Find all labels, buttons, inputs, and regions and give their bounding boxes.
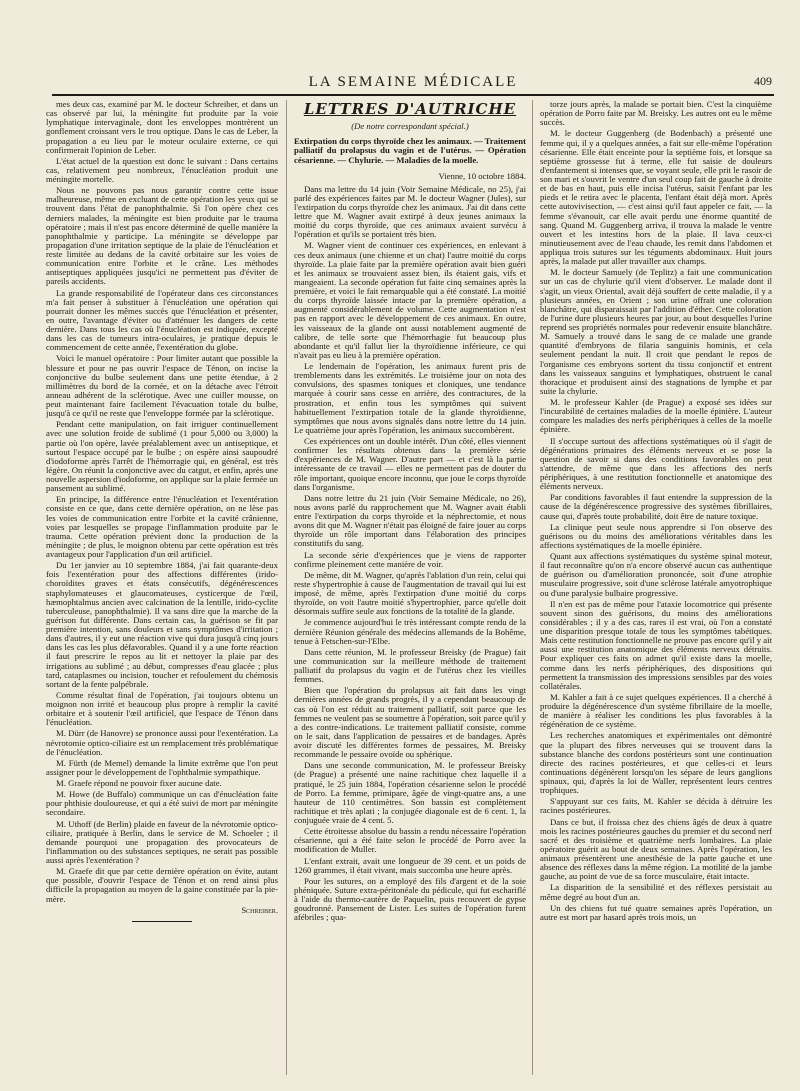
paragraph: Cette étroitesse absolue du bassin a rendu nécessaire l'opération césarienne, qui a été faite selon le procédé de Porro avec la modification de Muller. <box>294 826 526 855</box>
paragraph: La disparition de la sensibilité et des réflexes persistait au même degré au bout d'un an. <box>540 882 772 902</box>
section-title: LETTRES D'AUTRICHE <box>303 100 517 118</box>
column-middle <box>294 100 526 1075</box>
paragraph: Par conditions favorables il faut entendre la suppression de la cause de la dégénérescence progressive des systèmes fibrillaires, cause qui, d'après toute probabilité, doit être de nature toxique. <box>540 492 772 521</box>
signature: Schreiber. <box>241 904 278 915</box>
paragraph: Les recherches anatomiques et expérimentales ont démontré que la plupart des fibres nerveuses qui se trouvent dans la substance blanche des cordons postérieurs sont une continuation directe des racines postérieures, et que celles-ci et leurs continuations dégénèrent lorsqu'on les sépare de leurs ganglions spinaux, qui, d'après la loi de Waller, représentent leurs centres trophiques. <box>540 730 772 796</box>
section-summary: Extirpation du corps thyroïde chez les animaux. — Traitement palliatif du prolapsus du vagin et de l'utérus. — Opération césarienne. — Chylurie. — Maladies de la moelle. <box>294 135 526 165</box>
paragraph: M. Fürth (de Memel) demande la limite extrême que l'on peut assigner pour le développement de l'ophthalmie sympathique. <box>46 757 278 777</box>
paragraph: De même, dit M. Wagner, qu'après l'ablation d'un rein, celui qui reste s'hypertrophie à cause de l'augmentation de travail qui lui est imposé, de même, après l'extirpation d'une moitié du corps thyroïde, on voit l'autre moitié s'hypertrophier, parce qu'elle doit désormais suffire seule aux fonctions de la totalité de la glande. <box>294 569 526 617</box>
paragraph: Quant aux affections systématiques du système spinal moteur, il faut reconnaître qu'on n'a encore observé aucun cas authentique de guérison ou d'amélioration prononcée, soit d'une atrophie musculaire progressive, soit d'une sclérose latérale amyotrophique ou d'une paralysie bulbaire progressive. <box>540 551 772 598</box>
column-divider <box>286 100 287 1075</box>
paragraph: M. le professeur Kahler (de Prague) a exposé ses idées sur l'incurabilité de certaines maladies de la moelle épinière. L'auteur compare les maladies des nerfs périphériques à celles de la moelle épinière. <box>540 397 772 435</box>
paragraph: mes deux cas, examiné par M. le docteur Schreiber, et dans un cas observé par lui, la méningite fut produite par la voie lymphatique intervaginale, dont les enveloppes montrèrent un gonflement croissant vers le trou optique. Dans le cas de Leber, la propagation a eu lieu par le moteur oculaire externe, ce qui confirmerait l'opinion de Leber. <box>46 100 278 155</box>
end-rule <box>132 921 192 922</box>
column-left <box>46 100 278 1075</box>
paragraph: M. Uthoff (de Berlin) plaide en faveur de la névrotomie optico-ciliaire, pratiquée à Berlin, dans le service de M. Schoeler ; il demande pourquoi une propagation des provocateurs de l'inflammation ou des substances septiques, ne serait pas possible aussi après l'exentération ? <box>46 818 278 865</box>
column-middle-body <box>294 185 526 923</box>
column-right <box>540 100 772 1075</box>
paragraph: Comme résultat final de l'opération, j'ai toujours obtenu un moignon non irrité et beaucoup plus propre à remplir la cavité orbitaire et à soutenir l'œil artificiel, que l'espace de Ténon dans l'énucléation. <box>46 689 278 728</box>
page-header <box>52 72 774 96</box>
paragraph: M. Howe (de Buffalo) communique un cas d'énucléation faite pour phthisie douloureuse, et qui a été suivi de mort par méningite secondaire. <box>46 789 278 818</box>
paragraph: Il s'occupe surtout des affections systématiques où il s'agit de dégénérations primaires des éléments nerveux et se pose la question de savoir si dans des conditions favorables on peut s'attendre, de même que dans les affections des nerfs périphériques, à une restitution fonctionnelle et anatomique des éléments nerveux. <box>540 435 772 492</box>
paragraph: M. Wagner vient de continuer ces expériences, en enlevant à ces deux animaux (une chienne et un chat) l'autre moitié du corps thyroïde. La plaie faite par la première opération avait bien guéri et les animaux se trouvaient assez bien, ils étaient gais, vifs et mangeaient. La seconde opération fut faite cinq semaines après la première, et voici le fait remarquable qui a été constaté. La moitié du corps thyroïde laissée intacte par la première opération, a augmenté considérablement de volume. Cette augmentation n'est pas en rapport avec le développement de ces animaux. En outre, les vaisseaux de la glande ont aussi notablement augmenté de calibre, de telle sorte que l'hémorrhagie fut beaucoup plus abondante et qu'il fallut lier la thyroïdienne inférieure, ce qui n'avait pas eu lieu à la première opération. <box>294 240 526 360</box>
paragraph: M. Graefe dit que par cette dernière opération on évite, autant que possible, d'ouvrir l'espace de Ténon et on rend ainsi plus difficile la propagation au moyen de la gaine constituée par la pie-mère. <box>46 866 278 904</box>
paragraph: Bien que l'opération du prolapsus ait fait dans les vingt dernières années de grands progrès, il y a cependant beaucoup de cas où l'on est réduit au traitement palliatif, soit parce que les femmes ne veulent pas se soumettre à l'opération, soit parce qu'il y a des contre-indications. Le traitement palliatif consiste, comme on le sait, dans l'application de pessaires et de bandages. Après avoir discuté les différentes formes de pessaires, M. Breisky recommande le pessaire ovoïde ou sphérique. <box>294 685 526 760</box>
paragraph: Pendant cette manipulation, on fait irriguer continuellement avec une solution froide de sublimé (1 pour 5,000 ou 3,000) la partie où l'on opère, lavée préalablement avec un antiseptique, et surtout l'espace occupé par le bulbe ; on espère ainsi saupoudré d'iodoforme après l'arrêt de l'hémorragie qui, en général, est très légère. On réunit la conjonctive avec du catgut, et enfin, après une nouvelle aspersion d'iodoforme, on applique sur la plaie fermée un pansement au sublimé. <box>46 419 278 494</box>
paragraph: Il n'en est pas de même pour l'ataxie locomotrice qui présente souvent sinon des guérisons, du moins des améliorations considérables ; il y a des cas, rares il est vrai, où l'on a constaté une disparition presque totale de tous les symptômes tabétiques. Mais cette restitution fonctionnelle ne prouve pas encore qu'il y ait aussi une restitution anatomique des éléments nerveux détruits. Pour expliquer ces faits on admet qu'il existe dans la moelle, comme dans les nerfs périphériques, des dispositions qui permettent la transmission des impressions sensibles par des voies collatérales. <box>540 598 772 691</box>
paragraph: Dans cette réunion, M. le professeur Breisky (de Prague) fait une communication sur la meilleure méthode de traitement palliatif du prolapsus du vagin et de l'utérus chez les vieilles femmes. <box>294 646 526 685</box>
paragraph: Voici le manuel opératoire : Pour limiter autant que possible la blessure et pour ne pas ouvrir l'espace de Ténon, on incise la conjonctive du bulbe seulement dans une petite étendue, à 2 millimètres du bord de la cornée, et on la détache avec l'étroit anneau adhérent de la sclérotique. Avec une cuiller mousse, on peut maintenant faire facilement l'évacuation totale du bulbe, jusqu'à ce qu'il ne reste que l'enveloppe formée par la sclérotique. <box>46 353 278 419</box>
paragraph: Dans ce but, il froissa chez des chiens âgés de deux à quatre mois les racines postérieures gauches du premier et du second nerf sacré et des troisième et quatrième nerfs lombaires. La plaie opératoire guérit au bout de deux semaines. Après l'opération, les animaux présentèrent une anesthésie de la patte gauche et une absence des réflexes dans la même région. La motilité de la jambe gauche, au point de vue de sa force musculaire, était intacte. <box>540 816 772 882</box>
paragraph: Dans une seconde communication, M. le professeur Breisky (de Prague) a présenté une naine rachitique chez laquelle il a pratiqué, le 25 juin 1884, l'opération césarienne selon le procédé de Porro. La femme, primipare, âgée de vingt-quatre ans, a une hauteur de 110 centimètres. Son bassin est complètement rachitique et très aplati ; la conjugée diagonale est de 6 cent. 1, la conjuguée vraie de 4 cent. 5. <box>294 760 526 826</box>
paragraph: torze jours après, la malade se portait bien. C'est la cinquième opération de Porro faite par M. Breisky. Les autres ont eu le même succès. <box>540 100 772 128</box>
dateline: Vienne, 10 octobre 1884. <box>438 170 526 181</box>
paragraph: Je commence aujourd'hui le très intéressant compte rendu de la dernière Réunion générale des médecins allemands de la Bohême, tenue à Fetschen-sur-l'Elbe. <box>294 617 526 646</box>
paragraph: La clinique peut seule nous apprendre si l'on observe des guérisons ou du moins des améliorations véritables dans les affections systématiques de la moelle épinière. <box>540 521 772 550</box>
paragraph: S'appuyant sur ces faits, M. Kahler se décida à détruire les racines postérieures. <box>540 796 772 816</box>
paragraph: Un des chiens fut tué quatre semaines après l'opération, un autre est mort par hasard après trois mois, un <box>540 902 772 922</box>
paragraph: La seconde série d'expériences que je viens de rapporter confirme pleinement cette manière de voir. <box>294 549 526 569</box>
paragraph: La grande responsabilité de l'opérateur dans ces circonstances m'a fait penser à substituer à l'énucléation une opération qui pourrait donner les mêmes succès que l'énucléation et présenter, en outre, l'avantage d'éviter ou d'atténuer les dangers de cette dernière. Dans tous les cas où l'énucléation est indiquée, excepté dans les cas de tumeurs intra-oculaires, je pratique depuis le commencement de cette année, l'exentération du globe. <box>46 287 278 353</box>
paragraph: En principe, la différence entre l'énucléation et l'exentération consiste en ce que, dans cette dernière opération, on ne lèse pas les voies de communication entre l'orbite et la cavité crânienne, voies par lesquelles se propage l'inflammation produite par le trauma. Cette opération prévient donc la production de la méningite ; de plus, le moignon obtenu par cette opération est très avantageux pour l'application d'un œil artificiel. <box>46 494 278 559</box>
paragraph: M. Dürr (de Hanovre) se prononce aussi pour l'exentération. La névrotomie optico-ciliaire est un remplacement très problématique de l'énucléation. <box>46 728 278 757</box>
journal-title: LA SEMAINE MÉDICALE <box>308 74 518 90</box>
paragraph: Nous ne pouvons pas nous garantir contre cette issue malheureuse, même en excluant de cette opération les yeux qui se trouvent dans l'état de panophthalmie. Si l'on opère chez ces derniers malades, la méningite est bien produite par le trauma opératoire ; mais il n'est pas encore déterminé de quelle manière la panophthalmie y participe. La méningite se développe par propagation d'une irritation septique de la plaie de l'énucléation et reste limitée au dedans de la cavité orbitaire sur les voies de communication entre l'orbite et le crâne. Les méthodes antiseptiques appliquées jusqu'ici ne permettent pas d'éviter de pareils accidents. <box>46 185 278 287</box>
section-subtitle: (De notre correspondant spécial.) <box>351 120 469 131</box>
paragraph: Du 1er janvier au 10 septembre 1884, j'ai fait quarante-deux fois l'exentération pour des affections différentes (irido-choroïdites graves et états consécutifs, dégénérescences staphylomateuses et glaucomateuses, cysticerque de l'œil, hæmophtalmus ancien avec calcination de la lentille, irido-cyclite tuberculeuse, panophthalmie). Il va sans dire que la marche de la guérison fut différente. Dans certain cas, la guérison se fit par première intention, sans douleurs et sans symptômes d'irritation ; dans d'autres, il y eut une réaction vive qui dura jusqu'à cinq jours dans les cas les plus défavorables. Quand il y a une forte réaction il faut prescrire le repos au lit et nettoyer la plaie par des irrigations au sublimé ; au début, compresses d'eau glacée ; plus tard, cataplasmes ou incision, toucher et refoulement du chémosis sortant de la fente palpébrale. <box>46 560 278 689</box>
paragraph: M. Graefe répond ne pouvoir fixer aucune date. <box>56 778 222 788</box>
page-number: 409 <box>754 74 772 88</box>
paragraph: Le lendemain de l'opération, les animaux furent pris de tremblements dans les extrémités. Le troisième jour on nota des convulsions, des spasmes toniques et cloniques, une tendance marquée à courir sans cesse en arrière, des contractures, de la prostration, et enfin tous les symptômes qui suivent habituellement l'extirpation totale de la glande thyroïdienne, symptômes que nous avons signalés dans notre lettre du 14 juin. Le quatrième jour après l'opération, les animaux succombèrent. <box>294 361 526 435</box>
paragraph: M. le docteur Guggenberg (de Bodenbach) a présenté une femme qui, il y a quelques années, a fait sur elle-même l'opération césarienne. Elle était enceinte pour la septième fois, et lorsque sa septième grossesse fut à terme, elle fut saisie de douleurs d'enfantement si intenses que, se voyant seule, elle prit le rasoir de son mari et s'ouvrit le ventre d'un seul coup fait de gauche à droite et de bas en haut, puis elle incisa l'utérus, saisit l'enfant par les pieds et le retira avec le placenta, l'enfant était déjà mort. Après cette autovivisection, — c'est ainsi qu'il faut appeler ce fait, — la femme s'évanouit, car elle avait perdu une énorme quantité de sang. Quand M. Guggenberg arriva, il trouva la malade le ventre ouvert et les intestins hors de la plaie. Il lava ceux-ci minutieusement avec de l'eau chaude, les remit dans l'abdomen et appliqua trois sutures sur les téguments abdominaux. Huit jours après, la malade put aller travailler aux champs. <box>540 128 772 267</box>
paragraph: L'état actuel de la question est donc le suivant : Dans certains cas, relativement peu nombreux, l'énucléation produit une méningite mortelle. <box>46 155 278 184</box>
paragraph: Dans ma lettre du 14 juin (Voir Semaine Médicale, no 25), j'ai parlé des expériences faites par M. le docteur Wagner (Jules), sur l'extirpation du corps thyroïde chez les animaux. J'ai dit dans cette lettre que M. Wagner avait extirpé à deux jeunes animaux la moitié du corps thyroïde, que ces animaux avaient survécu à l'opération et qu'ils se portaient très bien. <box>294 183 526 240</box>
paragraph: Pour les sutures, on a employé des fils d'argent et de la soie phéniquée. Suture extra-péritonéale du pédicule, qui fut eschariflé à l'aide du thermo-cautère de Paquelin, puis recouvert de gypse goudronné. Pansement de Lister. Les suites de l'opération furent afébriles ; qua- <box>294 875 526 923</box>
column-divider <box>532 100 533 1075</box>
paragraph: Dans notre lettre du 21 juin (Voir Semaine Médicale, no 26), nous avons parlé du rapprochement que M. Wagner avait établi entre l'extirpation du corps thyroïde et la néphrectomie, et nous avons dit que M. Wagner n'était pas éloigné de faire jouer au corps thyroïde un rôle important dans l'élaboration des principes constitutifs du sang. <box>294 492 526 549</box>
column-left-body <box>46 100 278 904</box>
column-right-body <box>540 100 772 922</box>
paragraph: L'enfant extrait, avait une longueur de 39 cent. et un poids de 1260 grammes, il était vivant, mais succomba une heure après. <box>294 855 526 875</box>
paragraph: M. Kahler a fait à ce sujet quelques expériences. Il a cherché à produire la dégénérescence d'un système fibrillaire de la moelle, de manière à réaliser les conditions les plus favorables à la régénération de ce système. <box>540 691 772 730</box>
paragraph: Ces expériences ont un double intérêt. D'un côté, elles viennent confirmer les résultats obtenus dans la première série d'expériences de M. Wagner. D'autre part — et c'est là la partie intéressante de ce travail — elles ne permettent pas de douter du rôle important, quoique encore inconnu, que joue le corps thyroïde dans l'organisme. <box>294 436 526 492</box>
paragraph: M. le docteur Samuely (de Teplitz) a fait une communication sur un cas de chylurie qu'il vient d'observer. Le malade dont il s'agit, un vieux Oriental, avait déjà souffert de cette maladie, il y a plusieurs années, en Orient ; son urine offrait une coloration blanchâtre, qui disparaissait par l'addition d'éther. Cette coloration de l'urine dure plusieurs heures par jour, au bout desquelles l'urine reprend ses propriétés normales pour redevenir ensuite blanchâtre. M. Samuely a trouvé dans le sang de ce malade une grande quantité d'embryons de filaria sanguinis hominis, et cela seulement pendant la nuit. Il croit que pendant le repos de l'organisme ces embryons sortent du tissu conjonctif et entrent dans les vaisseaux sanguins et lymphatiques, obstruent le canal thoracique et produisent ainsi des stagnations de lymphe et par suite la chylurie. <box>540 267 772 396</box>
